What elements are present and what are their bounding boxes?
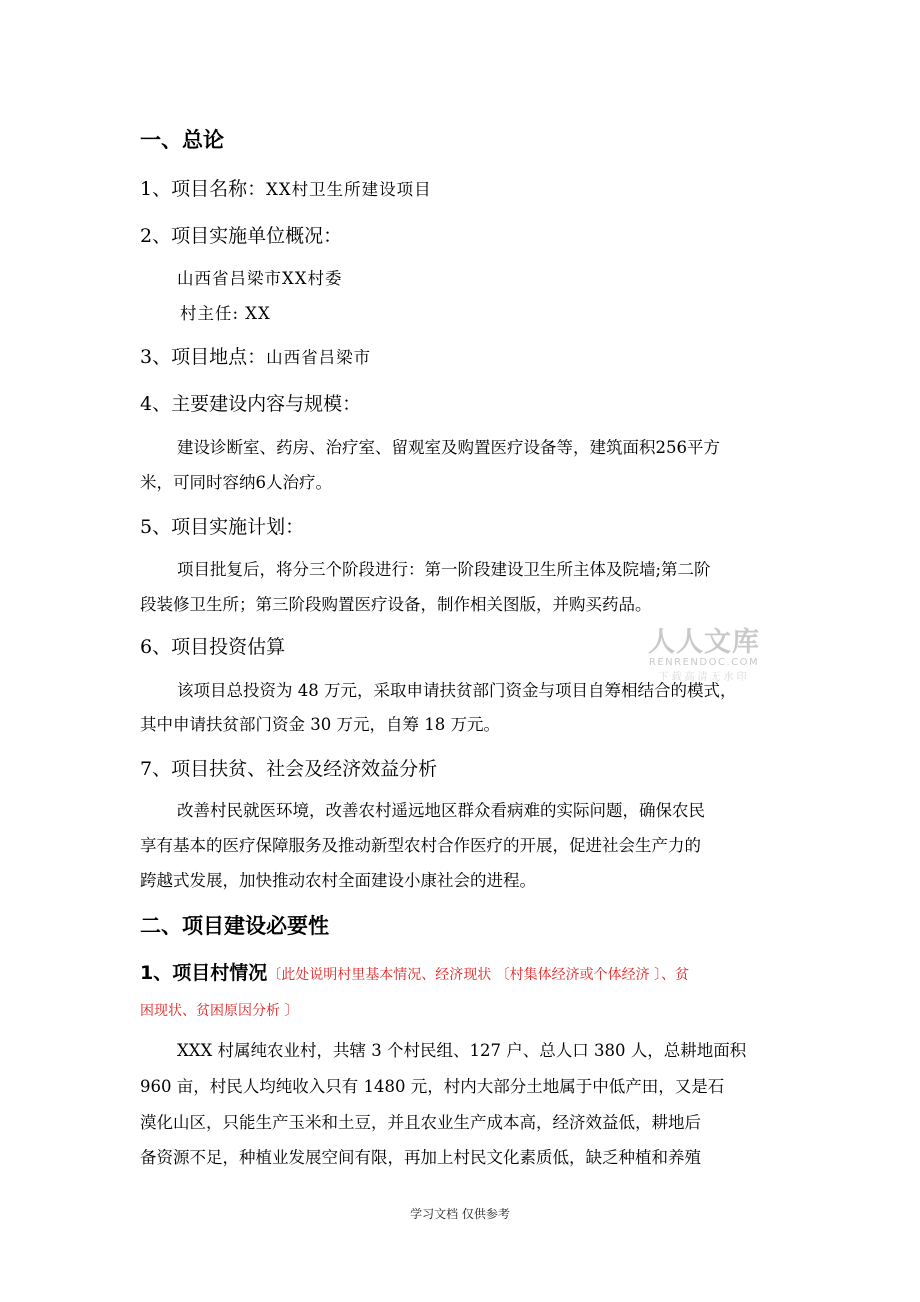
item-2-label: 2、项目实施单位概况： [140, 225, 343, 247]
page-footer: 学习文档 仅供参考 [410, 1207, 510, 1221]
item-1 [140, 174, 432, 201]
item-4-line1: 建设诊断室、药房、治疗室、留观室及购置医疗设备等，建筑面积256平方 [177, 438, 720, 457]
item-5-label: 5、项目实施计划： [140, 516, 305, 538]
item-7-label: 7、项目扶贫、社会及经济效益分析 [140, 758, 438, 780]
watermark-tagline: 下载高清无水印 [658, 672, 750, 683]
item-6-line2: 其中申请扶贫部门资金 30 万元，自筹 18 万元。 [140, 715, 500, 734]
sec2-item-1-label: 1、项目村情况 [140, 962, 268, 984]
section-2-title: 二、项目建设必要性 [140, 914, 329, 938]
item-3-label: 3、项目地点： [140, 346, 267, 368]
item-5-line2: 段装修卫生所；第三阶段购置医疗设备，制作相关图版，并购买药品。 [140, 595, 652, 614]
sec2-item-1-note-2: 困现状、贫困原因分析 〕 [140, 1003, 299, 1019]
item-3 [140, 342, 371, 369]
item-4-line2: 米，可同时容纳6人治疗。 [140, 473, 332, 492]
watermark-logo [648, 620, 760, 683]
sec2-item-1-line4: 备资源不足，种植业发展空间有限，再加上村民文化素质低，缺乏种植和养殖 [140, 1148, 701, 1167]
item-7-line1: 改善村民就医环境，改善农村遥远地区群众看病难的实际问题，确保农民 [177, 801, 705, 820]
item-1-value: XX村卫生所建设项目 [266, 180, 432, 199]
sec2-item-1-line2: 960 亩，村民人均纯收入只有 1480 元，村内大部分土地属于中低产田，又是石 [140, 1077, 725, 1096]
section-1-title: 一、总论 [140, 128, 224, 152]
item-2-line2: 村主任: XX [180, 304, 271, 323]
item-7-line3: 跨越式发展，加快推动农村全面建设小康社会的进程。 [140, 871, 536, 890]
sec2-item-1-header [140, 958, 689, 985]
item-2-line1: 山西省吕梁市XX村委 [177, 269, 343, 288]
item-4-label: 4、主要建设内容与规模： [140, 393, 362, 415]
item-3-value: 山西省吕梁市 [266, 348, 372, 367]
item-7-line2: 享有基本的医疗保障服务及推动新型农村合作医疗的开展，促进社会生产力的 [140, 836, 701, 855]
item-1-label: 1、项目名称： [140, 178, 267, 200]
sec2-item-1-line3: 漠化山区，只能生产玉米和土豆，并且农业生产成本高，经济效益低，耕地后 [140, 1113, 701, 1132]
watermark-title: 人人文库 [648, 627, 760, 658]
watermark-url: RENRENDOC.COM [648, 657, 760, 668]
sec2-item-1-note-1: 〔此处说明村里基本情况、经济现状 〔村集体经济或个体经济 〕、贫 [267, 967, 690, 983]
item-5-line1: 项目批复后，将分三个阶段进行：第一阶段建设卫生所主体及院墙;第二阶 [177, 560, 711, 579]
item-6-label: 6、项目投资估算 [140, 636, 286, 658]
sec2-item-1-line1: XXX 村属纯农业村，共辖 3 个村民组、127 户、总人口 380 人，总耕地面积 [177, 1041, 747, 1060]
item-6-line1: 该项目总投资为 48 万元，采取申请扶贫部门资金与项目自筹相结合的模式， [177, 681, 737, 700]
